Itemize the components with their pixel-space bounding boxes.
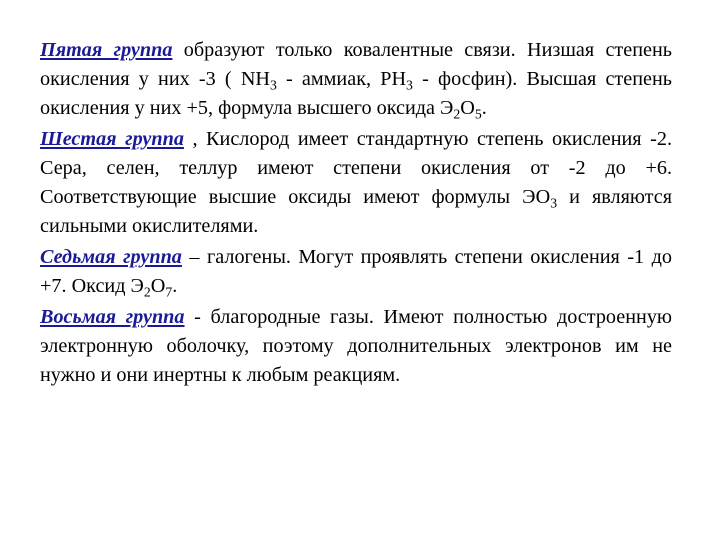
subscript: 7 (165, 284, 173, 300)
body-text: О (150, 275, 166, 297)
paragraph-group-6 (40, 125, 672, 241)
heading-group-8: Восьмая группа (40, 306, 185, 328)
heading-group-5: Пятая группа (40, 39, 173, 61)
subscript: 5 (474, 106, 482, 122)
body-text: образуют только ковалентные связи. Низшая степень окисления у них -3 ( NH (40, 39, 672, 90)
heading-group-6: Шестая группа (40, 128, 184, 150)
subscript: 2 (453, 106, 461, 122)
subscript: 3 (550, 195, 558, 211)
body-text: - аммиак, PH (276, 68, 407, 90)
body-text: О (460, 97, 475, 119)
body-text: - благородные газы. Имеют полностью достроенную электронную оболочку, поэтому дополнительных электронов им не нужно и они инертны к любым реакциям. (40, 306, 673, 386)
body-text: – галогены. Могут проявлять степени окисления -1 до +7. Оксид Э (40, 246, 672, 297)
text-block (40, 36, 672, 390)
body-text: и являются сильными окислителями. (40, 186, 672, 237)
body-text: . (481, 97, 487, 119)
body-text: , Кислород имеет стандартную степень окисления -2. Сера, селен, теллур имеют степени окисления от -2 до +6. Соответствующие высшие оксиды имеют формулы ЭО (40, 128, 673, 208)
subscript: 3 (406, 77, 413, 93)
subscript: 3 (269, 77, 277, 93)
body-text: - фосфин). Высшая степень окисления у них +5, формула высшего оксида Э (40, 68, 672, 119)
body-text: . (172, 275, 178, 297)
paragraph-group-7 (40, 243, 672, 301)
paragraph-group-5 (40, 36, 672, 123)
heading-group-7: Седьмая группа (40, 246, 182, 268)
paragraph-group-8 (40, 303, 672, 390)
subscript: 2 (143, 284, 151, 300)
